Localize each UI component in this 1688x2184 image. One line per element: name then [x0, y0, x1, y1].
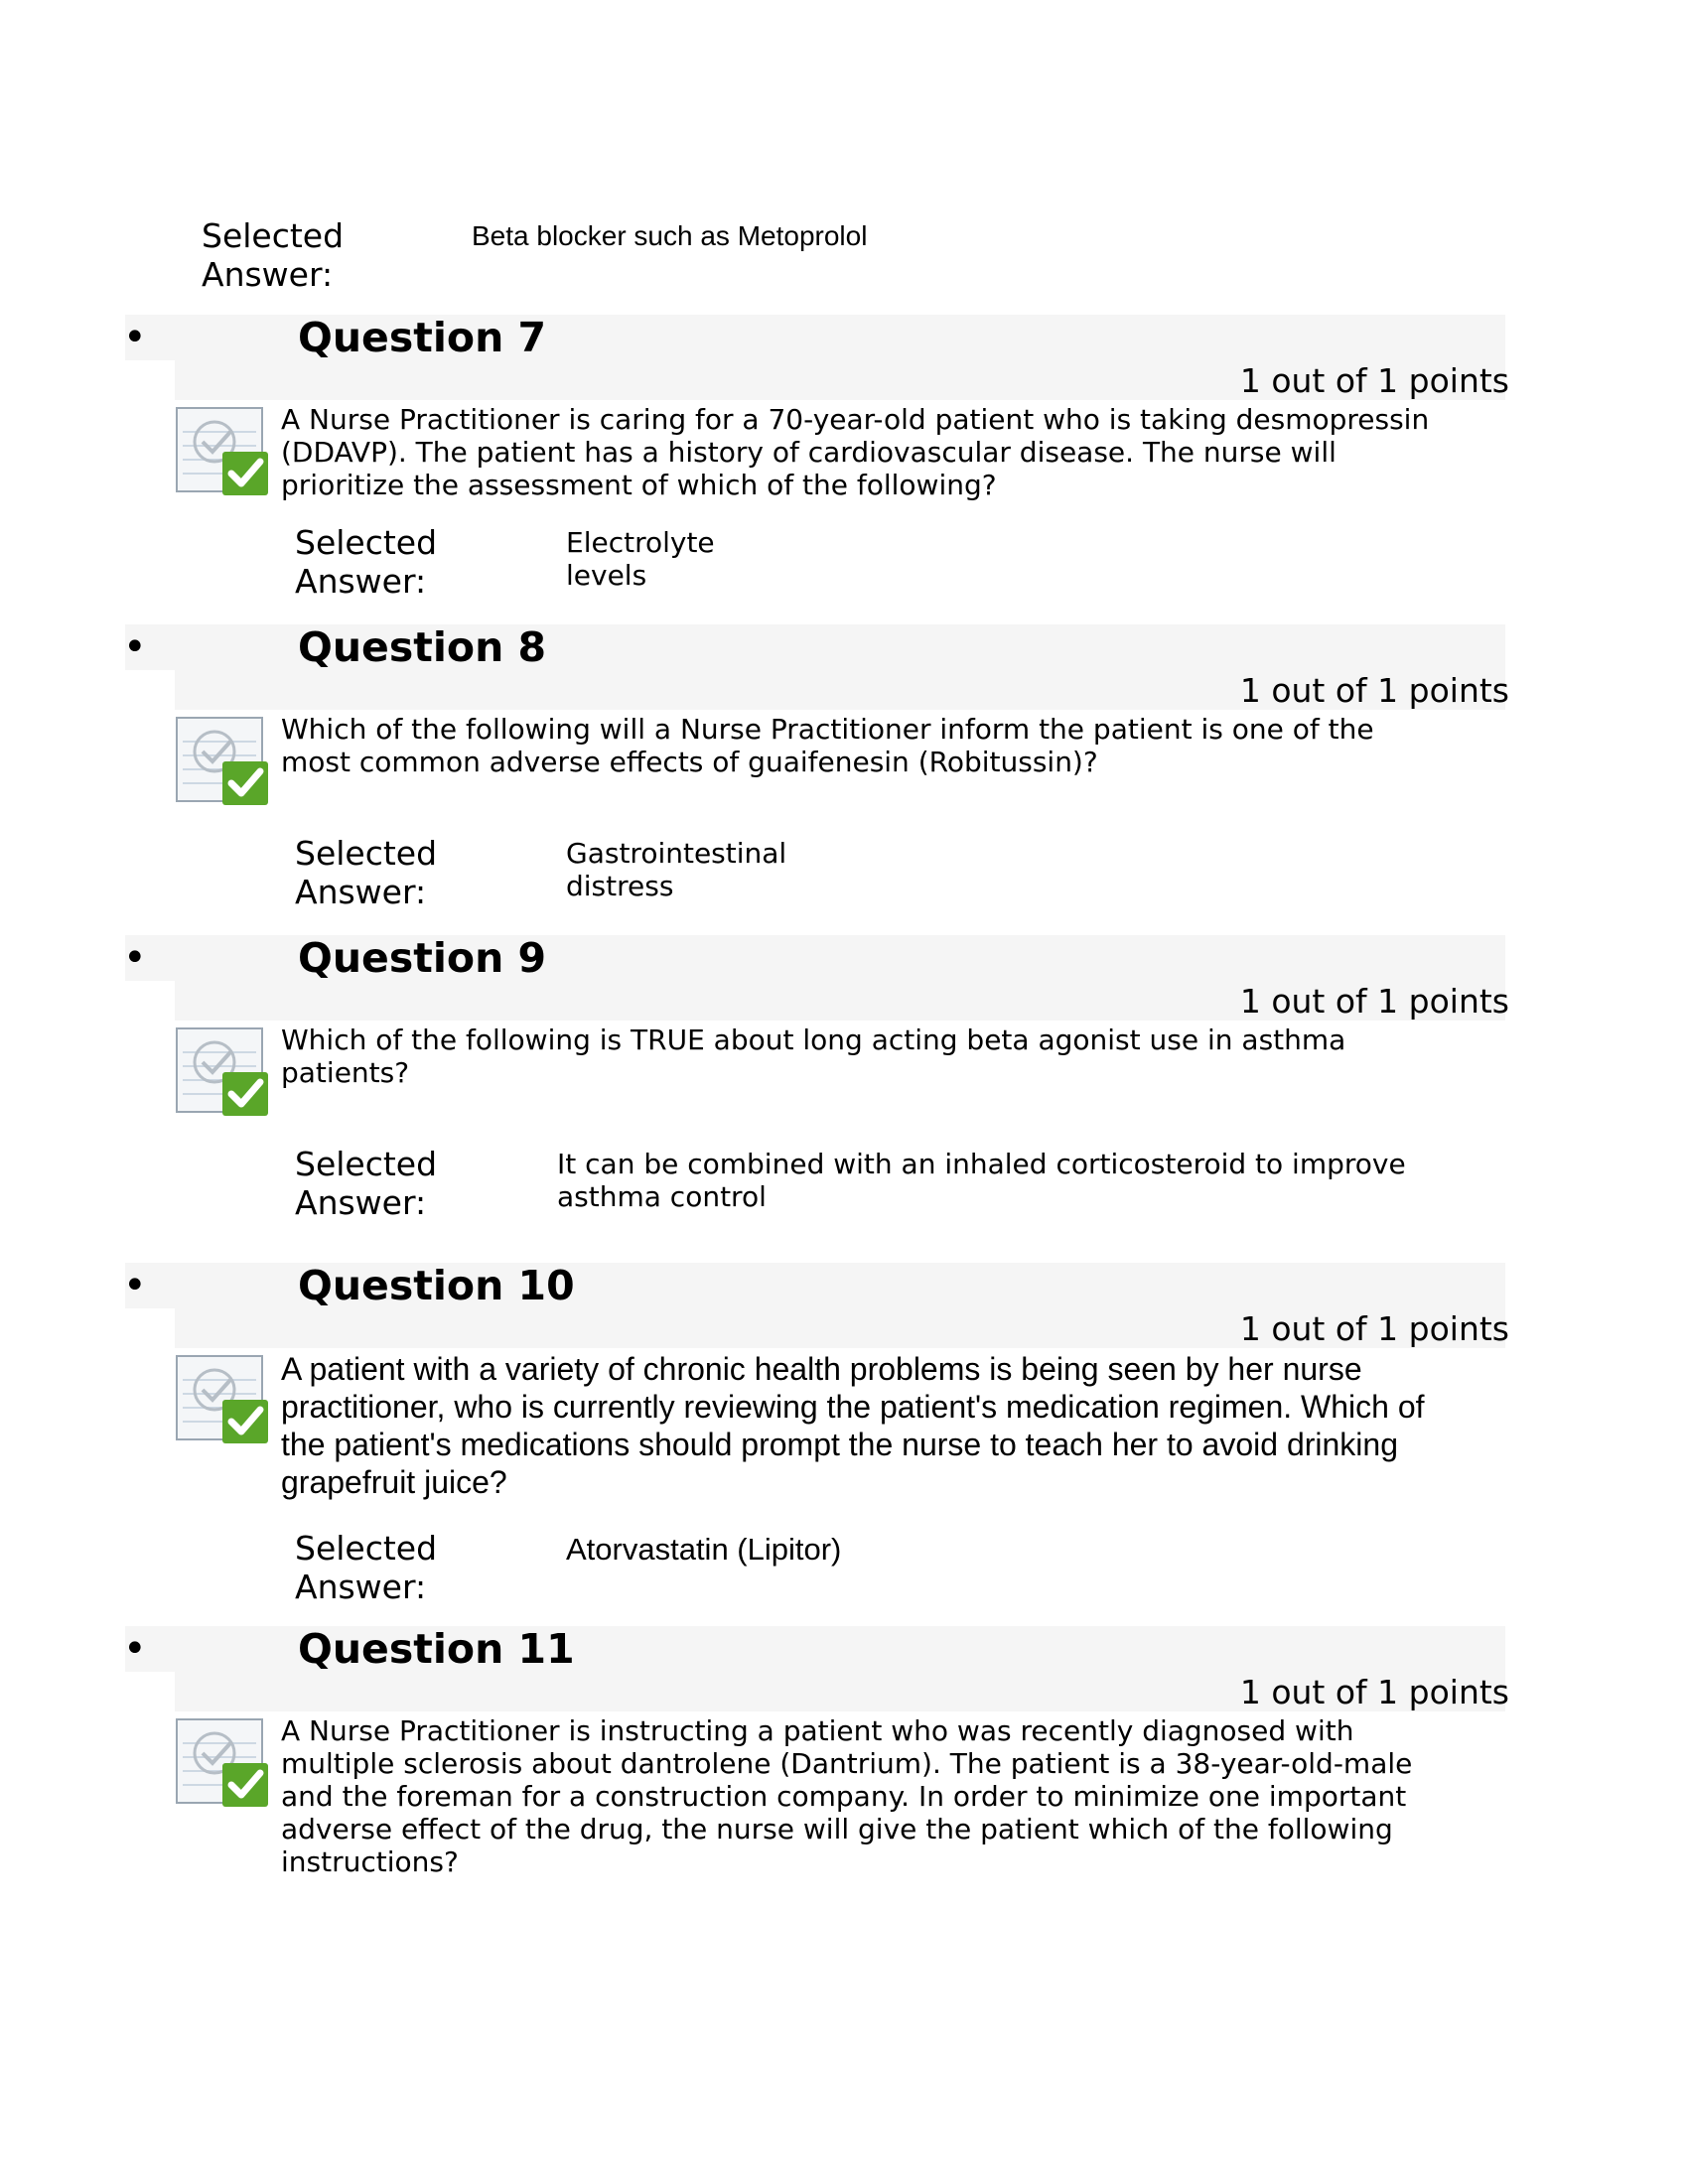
selected-answer-label [202, 216, 344, 294]
selected-answer-label-line2: Answer: [295, 1183, 427, 1222]
selected-answer-label-line2: Answer: [295, 562, 427, 601]
selected-answer-value [566, 837, 786, 902]
answer-line1: Gastrointestinal [566, 837, 787, 870]
question-text: A Nurse Practitioner is caring for a 70-year-old patient who is taking desmopressin (DDAVP). The patient has a history of cardiovascular disease. The nurse will prioritize the assessment of which of the following? [281, 403, 1430, 501]
selected-answer-label-line1: Selected [295, 1529, 438, 1568]
selected-answer-value [566, 1533, 841, 1566]
selected-answer-value [566, 526, 715, 592]
selected-answer-label [295, 1145, 437, 1222]
answer-line2: asthma control [557, 1180, 767, 1213]
question-points: 1 out of 1 points [1239, 982, 1509, 1021]
selected-answer-label-line2: Answer: [295, 1568, 427, 1606]
question-title: Question 7 [298, 314, 547, 361]
selected-answer-label-line1: Selected [202, 216, 345, 255]
selected-answer-label-line1: Selected [295, 834, 438, 873]
bullet-icon: • [123, 1263, 147, 1308]
selected-answer-value: Beta blocker such as Metoprolol [472, 220, 868, 251]
question-text: A Nurse Practitioner is instructing a patient who was recently diagnosed with multiple sclerosis about dantrolene (Dantrium). The patient is a 38-year-old-male and the foreman for a construction company. In order to minimize one important adverse effect of the drug, the nurse will give the patient which of the following instructions? [281, 1714, 1413, 1878]
correct-check-icon [175, 1715, 270, 1811]
selected-answer-label-line1: Selected [295, 523, 438, 562]
question-text: A patient with a variety of chronic health problems is being seen by her nurse practitioner, who is currently reviewing the patient's medication regimen. Which of the patient's medications should prompt the nurse to teach her to avoid drinking grapefruit juice? [281, 1351, 1425, 1500]
selected-answer-label [295, 1529, 437, 1606]
question-text: Which of the following is TRUE about long acting beta agonist use in asthma patients? [281, 1024, 1346, 1089]
selected-answer-label [295, 523, 437, 601]
question-text: Which of the following will a Nurse Practitioner inform the patient is one of the most common adverse effects of guaifenesin (Robitussin)? [281, 713, 1374, 778]
answer-line2: distress [566, 870, 674, 902]
correct-check-icon [175, 1352, 270, 1447]
correct-check-icon [175, 714, 270, 809]
question-title: Question 8 [298, 623, 547, 671]
correct-check-icon [175, 1024, 270, 1120]
question-points: 1 out of 1 points [1239, 361, 1509, 400]
answer-line1: It can be combined with an inhaled corticosteroid to improve [557, 1148, 1406, 1180]
answer-line1: Atorvastatin (Lipitor) [566, 1532, 842, 1567]
selected-answer-label-line2: Answer: [202, 255, 334, 294]
bullet-icon: • [123, 315, 147, 360]
bullet-icon: • [123, 935, 147, 981]
question-points: 1 out of 1 points [1239, 671, 1509, 710]
question-points: 1 out of 1 points [1239, 1309, 1509, 1348]
selected-answer-label-line2: Answer: [295, 873, 427, 911]
question-title: Question 9 [298, 934, 547, 982]
question-points: 1 out of 1 points [1239, 1673, 1509, 1711]
selected-answer-label-line1: Selected [295, 1145, 438, 1183]
question-title: Question 10 [298, 1262, 575, 1309]
answer-line2: levels [566, 559, 647, 592]
selected-answer-value [557, 1148, 1431, 1213]
correct-check-icon [175, 404, 270, 499]
question-title: Question 11 [298, 1625, 575, 1673]
bullet-icon: • [123, 624, 147, 670]
selected-answer-label [295, 834, 437, 911]
bullet-icon: • [123, 1626, 147, 1672]
answer-line1: Electrolyte [566, 526, 715, 559]
